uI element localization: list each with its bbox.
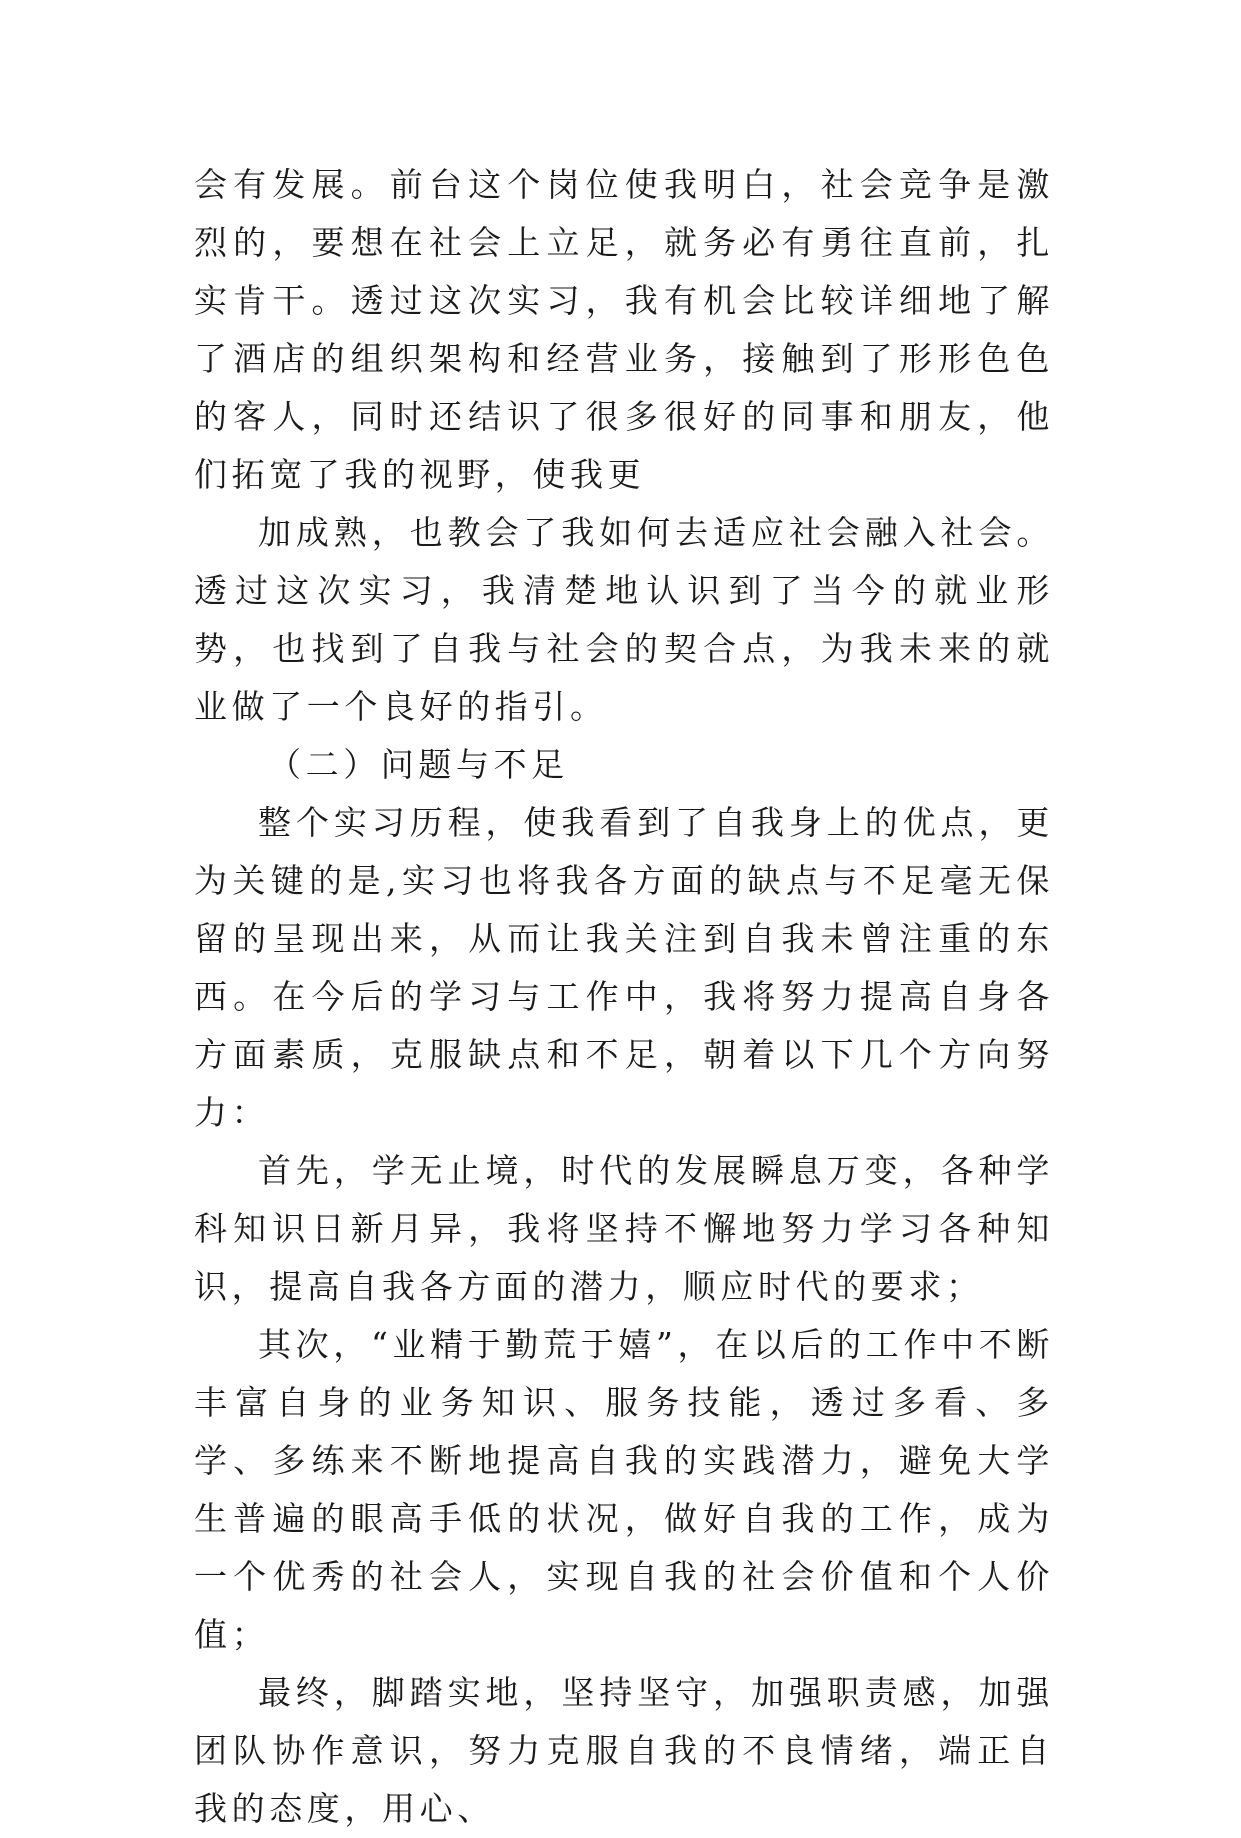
paragraph-first-point: 首先，学无止境，时代的发展瞬息万变，各种学科知识日新月异，我将坚持不懈地努力学习各种知识，提高自我各方面的潜力，顺应时代的要求；	[194, 1151, 1054, 1306]
paragraph-maturity: 加成熟，也教会了我如何去适应社会融入社会。透过这次实习，我清楚地认识到了当今的就业形势，也找到了自我与社会的契合点，为我未来的就业做了一个良好的指引。	[194, 513, 1054, 726]
document-body	[194, 156, 1054, 1838]
paragraph-overview: 整个实习历程，使我看到了自我身上的优点，更为关键的是,实习也将我各方面的缺点与不足毫无保留的呈现出来，从而让我关注到自我未曾注重的东西。在今后的学习与工作中，我将努力提高自身各方面素质，克服缺点和不足，朝着以下几个方向努力：	[194, 803, 1054, 1132]
paragraph-continuation: 会有发展。前台这个岗位使我明白，社会竞争是激烈的，要想在社会上立足，就务必有勇往直前，扎实肯干。透过这次实习，我有机会比较详细地了解了酒店的组织架构和经营业务，接触到了形形色色的客人，同时还结识了很多很好的同事和朋友，他们拓宽了我的视野，使我更	[194, 165, 1054, 494]
paragraph-second-point: 其次，“业精于勤荒于嬉”，在以后的工作中不断丰富自身的业务知识、服务技能，透过多看、多学、多练来不断地提高自我的实践潜力，避免大学生普遍的眼高手低的状况，做好自我的工作，成为一个优秀的社会人，实现自我的社会价值和个人价值；	[194, 1325, 1054, 1654]
paragraph-final-point: 最终，脚踏实地，坚持坚守，加强职责感，加强团队协作意识，努力克服自我的不良情绪，端正自我的态度，用心、	[194, 1673, 1054, 1828]
section-heading-problems: （二）问题与不足	[268, 745, 569, 784]
